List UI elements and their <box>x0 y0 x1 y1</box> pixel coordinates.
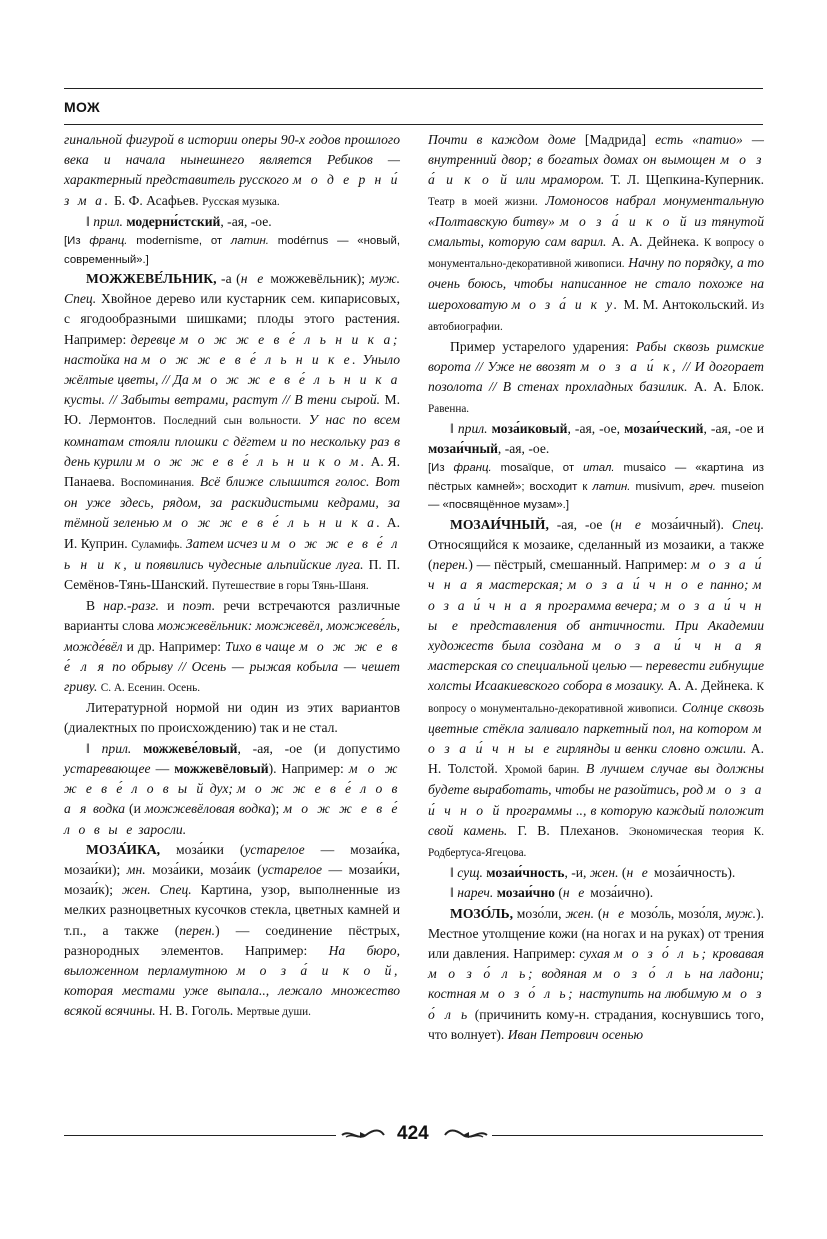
left-paragraph: МОЗА́ИКА, моза́ики (устарелое — мозаи́ка, мозаи́ки); мн. моза́ики, моза́ик (устарелое — мозаи́ки, мозаи́к); жен. Спец. Картина, узор, выполненные из мелких разноцветных кусочков стекла, цветных камней и т.п., а также (перен.) — соединение пёстрых, разнородных элементов. Например: На бюро, выложенном перламутною м о з а́ и к о й, которая местами уже выпала.., лежало множество всякой всячины. Н. В. Гоголь. Мертвые души. <box>64 841 401 1019</box>
left-paragraph: В нар.-разг. и поэт. речи встречаются различные варианты слова можжевёльник: можжевёл, можжеве́ль, можде́вёл и др. Например: Тихо в чаще м о ж ж е в е́ л я по обрыву // Осень — рыжая кобыла — чешет гриву. С. А. Есенин. Осень. <box>64 598 400 695</box>
left-paragraph: ‖ прил. модерни́стский, -ая, -ое. <box>86 213 272 229</box>
left-paragraph: гинальной фигурой в истории оперы 90-х годов прошлого века и начала нынешнего является Ребиков — характерный представитель русского м о д е р н и́ з м а. Б. Ф. Асафьев. Русская музыка. <box>64 132 400 208</box>
left-paragraph: [Из франц. modernisme, от латин. modérnus — «новый, современный».] <box>64 235 400 266</box>
left-paragraph: ‖ прил. можжеве́ловый, -ая, -ое (и допустимо устаревающее — можжевёловый). Например: м о ж ж е в е́ л о в ы й дух; м о ж ж е в е́ л о в а я водка (и можжевёловая водка); м о ж ж е в е́ л о в ы е заросли. <box>64 740 401 837</box>
right-paragraph: ‖ прил. моза́иковый, -ая, -ое, мозаи́ческий, -ая, -ое и мозаи́чный, -ая, -ое. <box>428 420 765 457</box>
page-number: 424 <box>397 1123 429 1144</box>
left-paragraph: Литературной нормой ни один из этих вариантов (диалектных по происхождению) так и не стал. <box>64 700 400 736</box>
running-header: МОЖ <box>64 99 100 115</box>
footer-rule-left <box>64 1135 336 1136</box>
right-paragraph: Почти в каждом доме [Мадрида] есть «патио» — внутренний двор; в богатых домах он вымощен м о з а́ и к о й или мрамором. Т. Л. Щепкина-Куперник. Театр в моей жизни. Ломоносов набрал монументальную «Полтавскую битву» м о з а́ и к о й из тянутой смальты, которую сам варил. А. А. Дейнека. К вопросу о монументально-декоративной живописи. Начну по порядку, а то очень боюсь, чтобы написанное не стало похоже на шероховатую м о з а́ и к у. М. М. Антокольский. Из автобиографии. <box>428 132 764 333</box>
footer-rule-right <box>492 1135 763 1136</box>
footer-ornament-left-icon <box>340 1127 386 1143</box>
right-paragraph: ‖ нареч. мозаи́чно (н е моза́ично). <box>450 885 654 901</box>
top-rule <box>64 88 763 89</box>
right-paragraph: МОЗО́ЛЬ, мозо́ли, жен. (н е мозо́ль, мозо́ля, муж.). Местное утолщение кожи (на ногах и на руках) от трения или давления. Например: сухая м о з о́ л ь; кровавая м о з о́ л ь; водяная м о з о́ л ь на ладони; костная м о з о́ л ь; наступить на любимую м о з о́ л ь (причинить кому-н. страдания, коснувшись того, что волнует). Иван Петрович осенью <box>428 905 765 1042</box>
header-rule <box>64 124 763 125</box>
right-paragraph: МОЗАИ́ЧНЫЙ, -ая, -ое (н е моза́ичный). Спец. Относящийся к мозаике, сделанный из мозаики, а также (перен.) — пёстрый, смешанный. Например: м о з а и́ ч н а я мастерская; м о з а и́ ч н о е панно; м о з а и́ ч н а я программа вечера; м о з а и́ ч н ы е представления об античности. При Академии художеств была создана м о з а и́ ч н а я мастерская со специальной целью — перевести гибнущие холсты Исаакиевского собора в мозаику. А. А. Дейнека. К вопросу о монументально-декоративной живописи. Солнце сквозь цветные стёкла заливало паркетный пол, на котором м о з а и́ ч н ы е гирлянды и венки словно ожили. А. Н. Толстой. Хромой барин. В лучшем случае вы должны будете выработать, чтобы не разойтись, род м о з а и́ ч н о й программы .., в которую каждый положит свой камень. Г. В. Плеханов. Экономическая теория К. Родбертуса-Ягецова. <box>428 516 765 859</box>
left-column <box>64 130 400 1023</box>
right-paragraph: ‖ сущ. мозаи́чность, -и, жен. (н е моза́ичность). <box>450 865 736 881</box>
left-paragraph: МОЖЖЕВЕ́ЛЬНИК, -а (н е можжевёльник); муж. Спец. Хвойное дерево или кустарник сем. кипарисовых, с ягодообразными шишками; плоды этого растения. Например: деревце м о ж ж е в е́ л ь н и к а; настойка на м о ж ж е в е́ л ь н и к е. Уныло жёлтые цветы, // Да м о ж ж е в е́ л ь н и к а кусты. // Забыты ветрами, растут // В тени сырой. М. Ю. Лермонтов. Последний сын вольности. У нас по всем комнатам стояли плошки с дёгтем и по нескольку раз в день курили м о ж ж е в е́ л ь н и к о м. А. Я. Панаева. Воспоминания. Всё ближе слышится голос. Вот он уже здесь, рядом, за раскидистыми кедрами, за тёмной зеленью м о ж ж е в е́ л ь н и к а. А. И. Куприн. Суламифь. Затем исчез и м о ж ж е в е́ л ь н и к, и появились чудесные альпийские луга. П. П. Семёнов-Тянь-Шанский. Путешествие в горы Тянь-Шаня. <box>64 271 401 593</box>
footer-ornament-right-icon <box>443 1127 489 1143</box>
right-paragraph: Пример устарелого ударения: Рабы сквозь римские ворота // Уже не ввозят м о з а и́ к, // И догорает позолота // В стенах прохладных базилик. А. А. Блок. Равенна. <box>428 339 764 415</box>
right-column <box>428 130 764 1045</box>
right-paragraph: [Из франц. mosaïque, от итал. musaico — «картина из пёстрых камней»; восходит к латин. musivum, греч. museion — «посвящённое музам».] <box>428 462 764 512</box>
